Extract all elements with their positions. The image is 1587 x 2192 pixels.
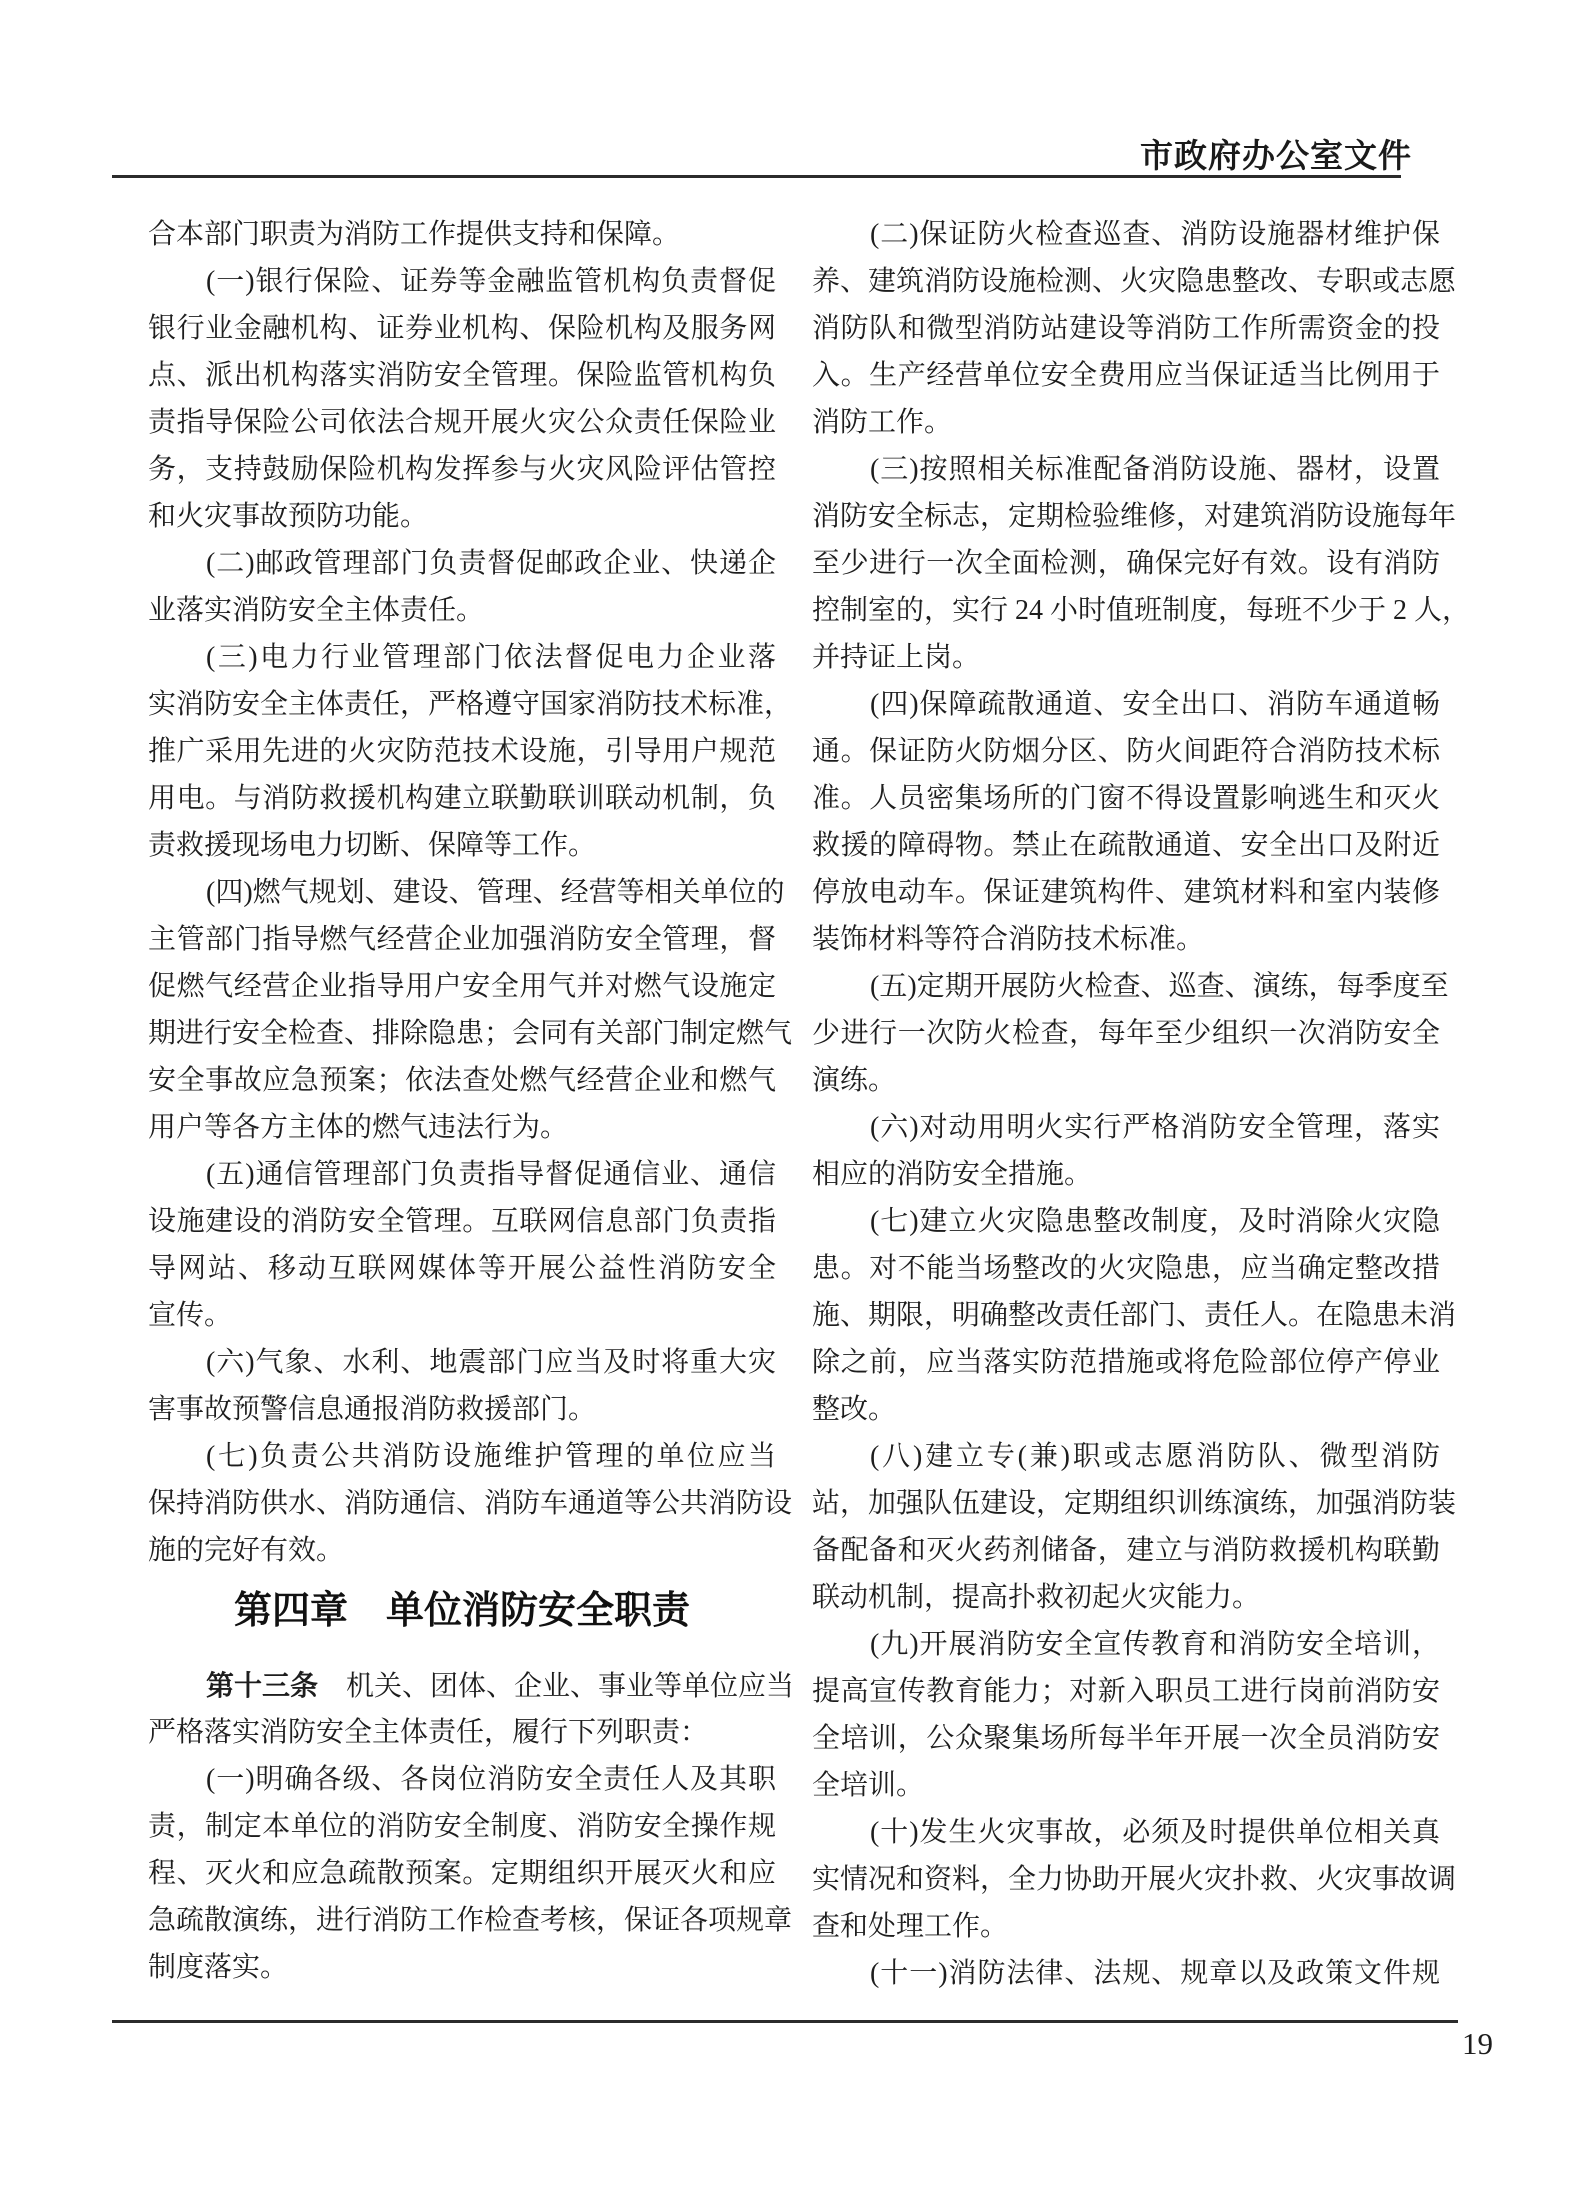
text-line: 通。保证防火防烟分区、防火间距符合消防技术标 — [812, 736, 1440, 767]
text-line: (二)保证防火检查巡查、消防设施器材维护保 — [870, 219, 1440, 250]
text-line: 入。生产经营单位安全费用应当保证适当比例用于 — [812, 360, 1440, 391]
text-line: 主管部门指导燃气经营企业加强消防安全管理，督 — [148, 924, 776, 955]
text-line: 查和处理工作。 — [812, 1911, 1009, 1942]
text-line: 整改。 — [812, 1394, 897, 1425]
text-line: 并持证上岗。 — [812, 642, 981, 673]
text-line: 相应的消防安全措施。 — [812, 1159, 1093, 1190]
text-line: 救援的障碍物。禁止在疏散通道、安全出口及附近 — [812, 830, 1440, 861]
text-line: 消防队和微型消防站建设等消防工作所需资金的投 — [812, 313, 1440, 344]
chapter-heading: 第四章 单位消防安全职责 — [233, 1590, 690, 1632]
text-line: 害事故预警信息通报消防救援部门。 — [148, 1394, 597, 1425]
text-line: 和火灾事故预防功能。 — [148, 501, 429, 532]
text-line: (十一)消防法律、法规、规章以及政策文件规 — [870, 1958, 1440, 1989]
text-line: 促燃气经营企业指导用户安全用气并对燃气设施定 — [148, 971, 776, 1002]
text-line: (四)燃气规划、建设、管理、经营等相关单位的 — [206, 877, 785, 908]
text-line: 设施建设的消防安全管理。互联网信息部门负责指 — [148, 1206, 776, 1237]
text-line: 点、派出机构落实消防安全管理。保险监管机构负 — [148, 360, 776, 391]
text-line: 施、期限，明确整改责任部门、责任人。在隐患未消 — [812, 1300, 1457, 1331]
text-line: 务，支持鼓励保险机构发挥参与火灾风险评估管控 — [148, 454, 776, 485]
footer-rule — [112, 2020, 1458, 2023]
article-number: 第十三条 — [206, 1670, 319, 1701]
text-line: 全培训。 — [812, 1770, 925, 1801]
text-line: 制度落实。 — [148, 1952, 289, 1983]
text-line: (三)电力行业管理部门依法督促电力企业落 — [206, 642, 776, 673]
header-rule — [112, 175, 1401, 178]
text-line: 推广采用先进的火灾防范技术设施，引导用户规范 — [148, 736, 776, 767]
text-line: 宣传。 — [148, 1300, 233, 1331]
text-line: 责指导保险公司依法合规开展火灾公众责任保险业 — [148, 407, 776, 438]
column-left — [148, 211, 795, 1991]
text-line: 备配备和灭火药剂储备，建立与消防救援机构联勤 — [812, 1535, 1440, 1566]
text-line: (三)按照相关标准配备消防设施、器材，设置 — [870, 454, 1440, 485]
text-line: 银行业金融机构、证券业机构、保险机构及服务网 — [148, 313, 776, 344]
text-line: (一)银行保险、证券等金融监管机构负责督促 — [206, 266, 776, 297]
text-line: (九)开展消防安全宣传教育和消防安全培训， — [870, 1629, 1440, 1660]
text-line: 责救援现场电力切断、保障等工作。 — [148, 830, 597, 861]
text-line: 急疏散演练，进行消防工作检查考核，保证各项规章 — [148, 1905, 793, 1936]
text-line: 第十三条 机关、团体、企业、事业等单位应当 — [206, 1670, 795, 1702]
text-line: 用电。与消防救援机构建立联勤联训联动机制，负 — [148, 783, 776, 814]
text-line: 合本部门职责为消防工作提供支持和保障。 — [148, 219, 681, 250]
text-line: 停放电动车。保证建筑构件、建筑材料和室内装修 — [812, 877, 1440, 908]
column-right — [812, 211, 1471, 1997]
text-line: (五)通信管理部门负责指导督促通信业、通信 — [206, 1159, 776, 1190]
text-line: 演练。 — [812, 1065, 897, 1096]
text-line: 联动机制，提高扑救初起火灾能力。 — [812, 1582, 1261, 1613]
text-line: 导网站、移动互联网媒体等开展公益性消防安全 — [148, 1253, 776, 1284]
text-line: 保持消防供水、消防通信、消防车通道等公共消防设 — [148, 1488, 793, 1519]
text-line: 用户等各方主体的燃气违法行为。 — [148, 1112, 569, 1143]
text-line: 实消防安全主体责任，严格遵守国家消防技术标准， — [148, 689, 793, 720]
text-line: 严格落实消防安全主体责任，履行下列职责： — [148, 1717, 709, 1748]
text-line: 养、建筑消防设施检测、火灾隐患整改、专职或志愿 — [812, 266, 1457, 297]
text-line: 提高宣传教育能力；对新入职员工进行岗前消防安 — [812, 1676, 1440, 1707]
text-line: 站，加强队伍建设，定期组织训练演练，加强消防装 — [812, 1488, 1457, 1519]
text-line: 期进行安全检查、排除隐患；会同有关部门制定燃气 — [148, 1018, 793, 1049]
text-line: (七)负责公共消防设施维护管理的单位应当 — [206, 1441, 776, 1472]
text-line: (十)发生火灾事故，必须及时提供单位相关真 — [870, 1817, 1440, 1848]
text-line: 少进行一次防火检查，每年至少组织一次消防安全 — [812, 1018, 1440, 1049]
text-line: 施的完好有效。 — [148, 1535, 345, 1566]
text-line: 控制室的，实行 24 小时值班制度，每班不少于 2 人， — [812, 595, 1471, 626]
header-title: 市政府办公室文件 — [1140, 137, 1412, 174]
text-line: (六)对动用明火实行严格消防安全管理，落实 — [870, 1112, 1440, 1143]
page-number: 19 — [1462, 2026, 1493, 2061]
text-line: 装饰材料等符合消防技术标准。 — [812, 924, 1205, 955]
text-line: 准。人员密集场所的门窗不得设置影响逃生和灭火 — [812, 783, 1440, 814]
text-line: 安全事故应急预案；依法查处燃气经营企业和燃气 — [148, 1065, 776, 1096]
text-line: 消防工作。 — [812, 407, 953, 438]
text-line: (五)定期开展防火检查、巡查、演练，每季度至 — [870, 971, 1449, 1002]
text-line: (七)建立火灾隐患整改制度，及时消除火灾隐 — [870, 1206, 1440, 1237]
text-line: 全培训，公众聚集场所每半年开展一次全员消防安 — [812, 1723, 1440, 1754]
text-line: (六)气象、水利、地震部门应当及时将重大灾 — [206, 1347, 776, 1378]
text-line: 患。对不能当场整改的火灾隐患，应当确定整改措 — [812, 1253, 1440, 1284]
text-line: 程、灭火和应急疏散预案。定期组织开展灭火和应 — [148, 1858, 776, 1889]
text-line: 至少进行一次全面检测，确保完好有效。设有消防 — [812, 548, 1440, 579]
text-line: (二)邮政管理部门负责督促邮政企业、快递企 — [206, 548, 776, 579]
text-line: 除之前，应当落实防范措施或将危险部位停产停业 — [812, 1347, 1440, 1378]
text-line: (四)保障疏散通道、安全出口、消防车通道畅 — [870, 689, 1440, 720]
text-line: (一)明确各级、各岗位消防安全责任人及其职 — [206, 1764, 776, 1795]
text-line: 消防安全标志，定期检验维修，对建筑消防设施每年 — [812, 501, 1457, 532]
text-line: 实情况和资料，全力协助开展火灾扑救、火灾事故调 — [812, 1864, 1457, 1895]
text-line: (八)建立专(兼)职或志愿消防队、微型消防 — [870, 1441, 1440, 1472]
text-line: 业落实消防安全主体责任。 — [148, 595, 485, 626]
text-line: 责，制定本单位的消防安全制度、消防安全操作规 — [148, 1811, 776, 1842]
